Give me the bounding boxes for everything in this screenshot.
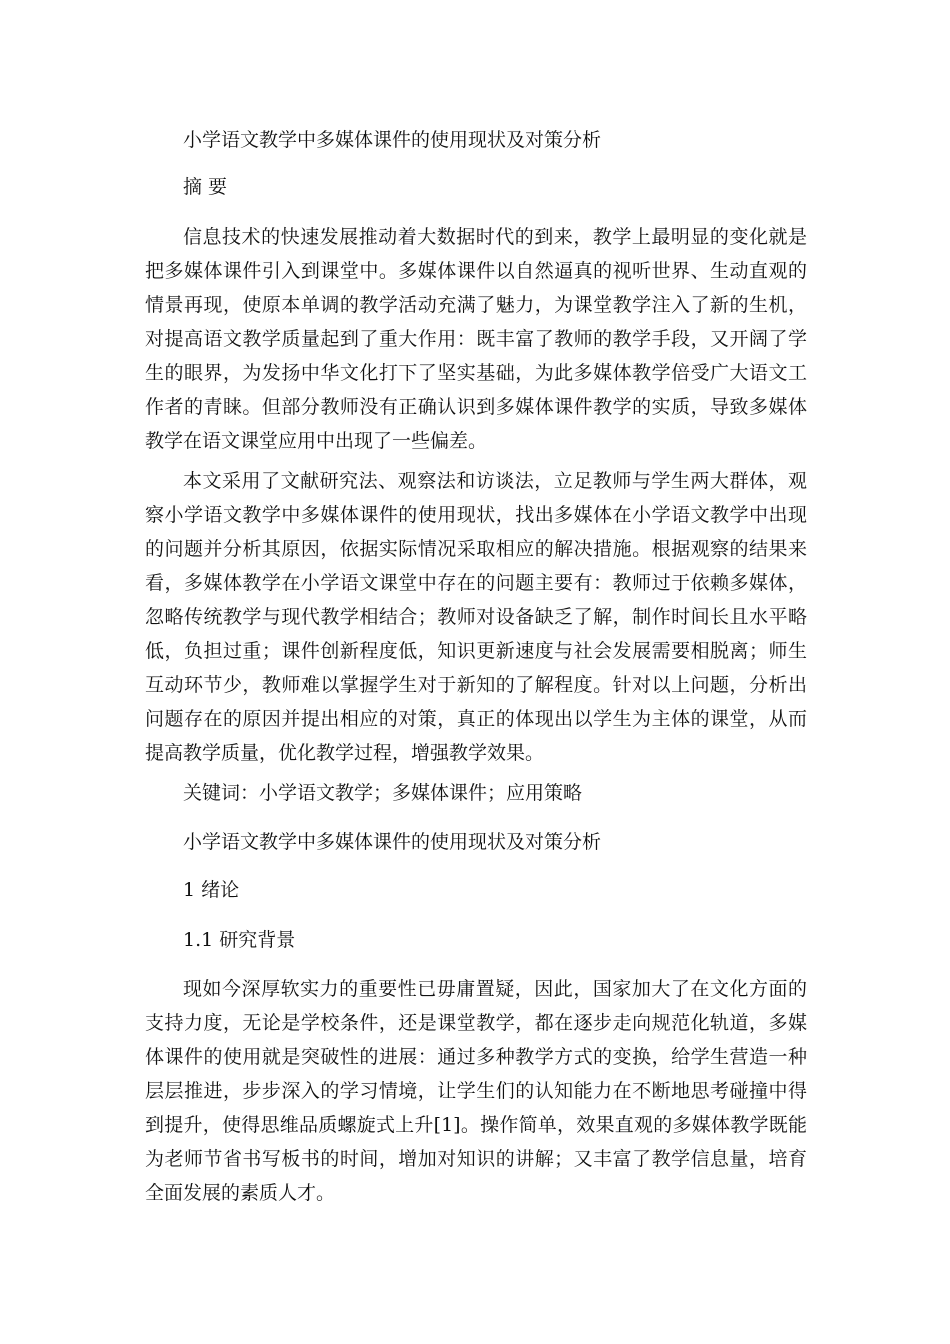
abstract-paragraph-1: 信息技术的快速发展推动着大数据时代的到来，教学上最明显的变化就是把多媒体课件引入到课堂中。多媒体课件以自然逼真的视听世界、生动直观的情景再现，使原本单调的教学活动充满了魅力，为课堂教学注入了新的生机，对提高语文教学质量起到了重大作用：既丰富了教师的教学手段，又开阔了学生的眼界，为发扬中华文化打下了坚实基础，为此多媒体教学倍受广大语文工作者的青睐。但部分教师没有正确认识到多媒体课件教学的实质，导致多媒体教学在语文课堂应用中出现了一些偏差。: [145, 226, 807, 452]
body-paragraph-1: 现如今深厚软实力的重要性已毋庸置疑，因此，国家加大了在文化方面的支持力度，无论是学校条件，还是课堂教学，都在逐步走向规范化轨道，多媒体课件的使用就是突破性的进展：通过多种教学方式的变换，给学生营造一种层层推进，步步深入的学习情境，让学生们的认知能力在不断地思考碰撞中得到提升，使得思维品质螺旋式上升[1]。操作简单，效果直观的多媒体教学既能为老师节省书写板书的时间，增加对知识的讲解；又丰富了教学信息量，培育全面发展的素质人才。: [145, 978, 807, 1204]
abstract-heading: 摘 要: [183, 176, 228, 198]
abstract-paragraph-2: 本文采用了文献研究法、观察法和访谈法，立足教师与学生两大群体，观察小学语文教学中多媒体课件的使用现状，找出多媒体在小学语文教学中出现的问题并分析其原因，依据实际情况采取相应的解决措施。根据观察的结果来看，多媒体教学在小学语文课堂中存在的问题主要有：教师过于依赖多媒体，忽略传统教学与现代教学相结合；教师对设备缺乏了解，制作时间长且水平略低，负担过重；课件创新程度低，知识更新速度与社会发展需要相脱离；师生互动环节少，教师难以掌握学生对于新知的了解程度。针对以上问题，分析出问题存在的原因并提出相应的对策，真正的体现出以学生为主体的课堂，从而提高教学质量，优化教学过程，增强教学效果。: [145, 470, 807, 764]
keywords-line: 关键词：小学语文教学；多媒体课件；应用策略: [183, 782, 583, 804]
document-title: 小学语文教学中多媒体课件的使用现状及对策分析: [183, 129, 602, 151]
repeated-title: 小学语文教学中多媒体课件的使用现状及对策分析: [183, 831, 602, 853]
section-heading-1-1: 1.1 研究背景: [183, 929, 296, 951]
section-heading-1: 1 绪论: [183, 879, 240, 901]
